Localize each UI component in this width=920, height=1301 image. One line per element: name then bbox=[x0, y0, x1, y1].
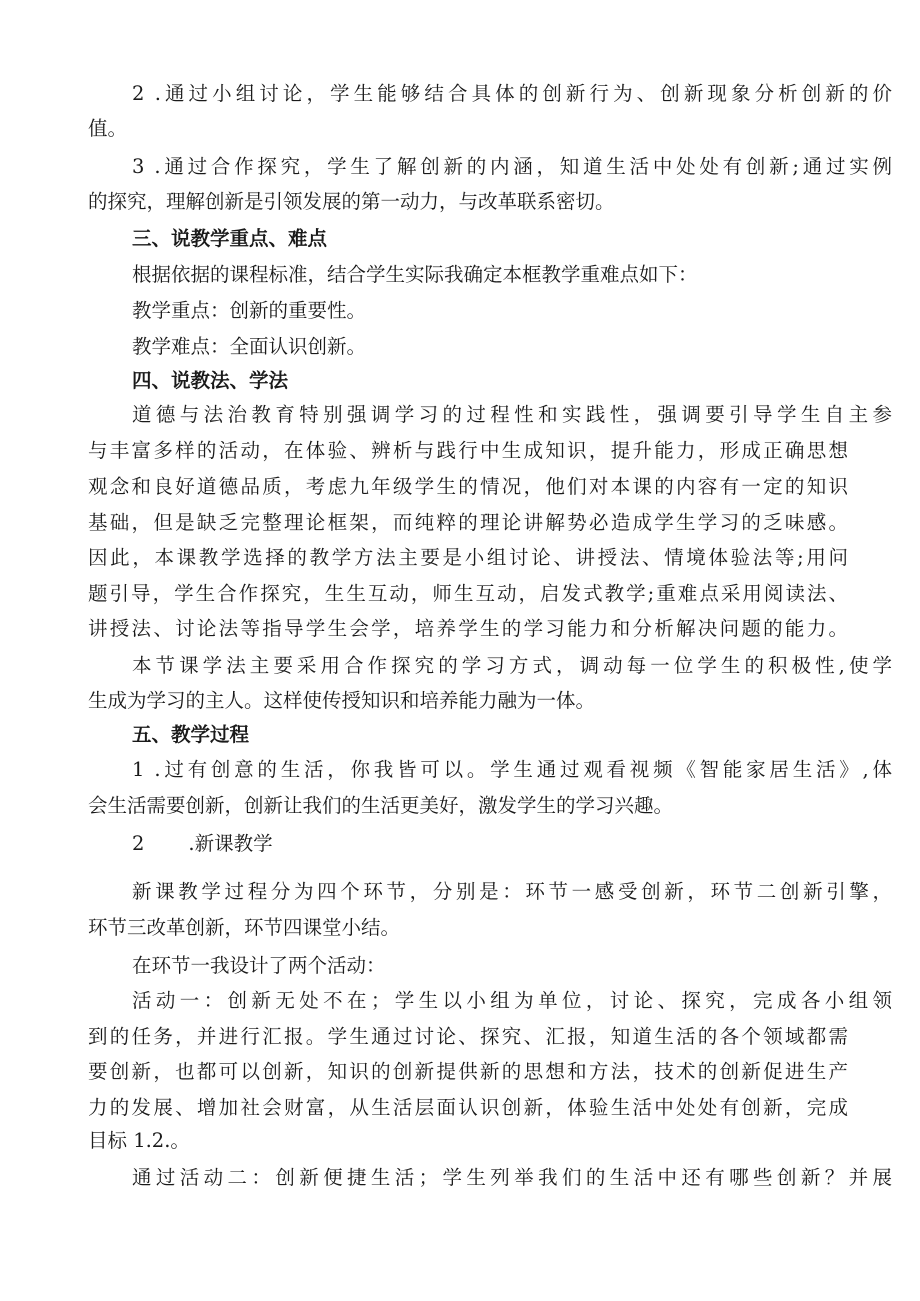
paragraph-process-1-line-1: 1 .过有创意的生活，你我皆可以。学生通过观看视频《智能家居生活》,体 bbox=[132, 758, 892, 781]
paragraph-activity-1-line-3: 要创新，也都可以创新，知识的创新提供新的思想和方法，技术的创新促进生产 bbox=[88, 1060, 848, 1083]
paragraph-new-lesson-line-2: 环节三改革创新，环节四课堂小结。 bbox=[88, 916, 401, 939]
paragraph-new-lesson-line-1: 新课教学过程分为四个环节，分别是：环节一感受创新，环节二创新引擎， bbox=[132, 880, 892, 903]
paragraph-activity-1-line-2: 到的任务，并进行汇报。学生通过讨论、探究、汇报，知道生活的各个领域都需 bbox=[88, 1025, 848, 1048]
paragraph-process-1-line-2: 会生活需要创新，创新让我们的生活更美好，激发学生的学习兴趣。 bbox=[88, 794, 674, 817]
paragraph-objective-3-line-1: 3 .通过合作探究，学生了解创新的内涵，知道生活中处处有创新;通过实例 bbox=[132, 155, 892, 178]
paragraph-methods-line-2: 与丰富多样的活动，在体验、辨析与践行中生成知识，提升能力，形成正确思想 bbox=[88, 439, 848, 462]
paragraph-teaching-difficulty: 教学难点：全面认识创新。 bbox=[132, 335, 367, 358]
paragraph-activity-2-line-1: 通过活动二：创新便捷生活；学生列举我们的生活中还有哪些创新？并展 bbox=[132, 1166, 892, 1189]
list-number: 2 bbox=[132, 832, 145, 855]
paragraph-objective-2-line-1: 2 .通过小组讨论，学生能够结合具体的创新行为、创新现象分析创新的价 bbox=[132, 82, 892, 105]
paragraph-activity-1-line-1: 活动一：创新无处不在；学生以小组为单位，讨论、探究，完成各小组领 bbox=[132, 989, 892, 1012]
paragraph-methods-line-6: 题引导，学生合作探究，生生互动，师生互动，启发式教学;重难点采用阅读法、 bbox=[88, 582, 848, 605]
paragraph-objective-3-line-2: 的探究，理解创新是引领发展的第一动力，与改革联系密切。 bbox=[88, 190, 615, 213]
paragraph-objective-2-line-2: 值。 bbox=[88, 117, 128, 140]
paragraph-methods-line-5: 因此，本课教学选择的教学方法主要是小组讨论、讲授法、情境体验法等;用问 bbox=[88, 546, 848, 569]
paragraph-learning-method-line-2: 生成为学习的主人。这样使传授知识和培养能力融为一体。 bbox=[88, 689, 596, 712]
paragraph-process-2 bbox=[132, 829, 892, 859]
paragraph-key-points-intro: 根据依据的课程标准，结合学生实际我确定本框教学重难点如下： bbox=[132, 263, 698, 286]
list-item-text: .新课教学 bbox=[188, 832, 273, 855]
paragraph-activity-1-line-4: 力的发展、增加社会财富，从生活层面认识创新，体验生活中处处有创新，完成 bbox=[88, 1096, 848, 1119]
paragraph-methods-line-3: 观念和良好道德品质，考虑九年级学生的情况，他们对本课的内容有一定的知识 bbox=[88, 475, 848, 498]
section-heading-4: 四、说教法、学法 bbox=[132, 369, 289, 392]
paragraph-methods-line-7: 讲授法、讨论法等指导学生会学，培养学生的学习能力和分析解决问题的能力。 bbox=[88, 617, 848, 640]
paragraph-activities-intro: 在环节一我设计了两个活动： bbox=[132, 954, 386, 977]
paragraph-learning-method-line-1: 本节课学法主要采用合作探究的学习方式，调动每一位学生的积极性,使学 bbox=[132, 654, 892, 677]
paragraph-methods-line-1: 道德与法治教育特别强调学习的过程性和实践性，强调要引导学生自主参 bbox=[132, 403, 892, 426]
paragraph-methods-line-4: 基础，但是缺乏完整理论框架，而纯粹的理论讲解势必造成学生学习的乏味感。 bbox=[88, 511, 848, 534]
section-heading-3: 三、说教学重点、难点 bbox=[132, 227, 328, 250]
paragraph-teaching-focus: 教学重点：创新的重要性。 bbox=[132, 299, 367, 322]
paragraph-activity-1-line-5: 目标 1.2.。 bbox=[88, 1129, 190, 1152]
section-heading-5: 五、教学过程 bbox=[132, 723, 250, 746]
